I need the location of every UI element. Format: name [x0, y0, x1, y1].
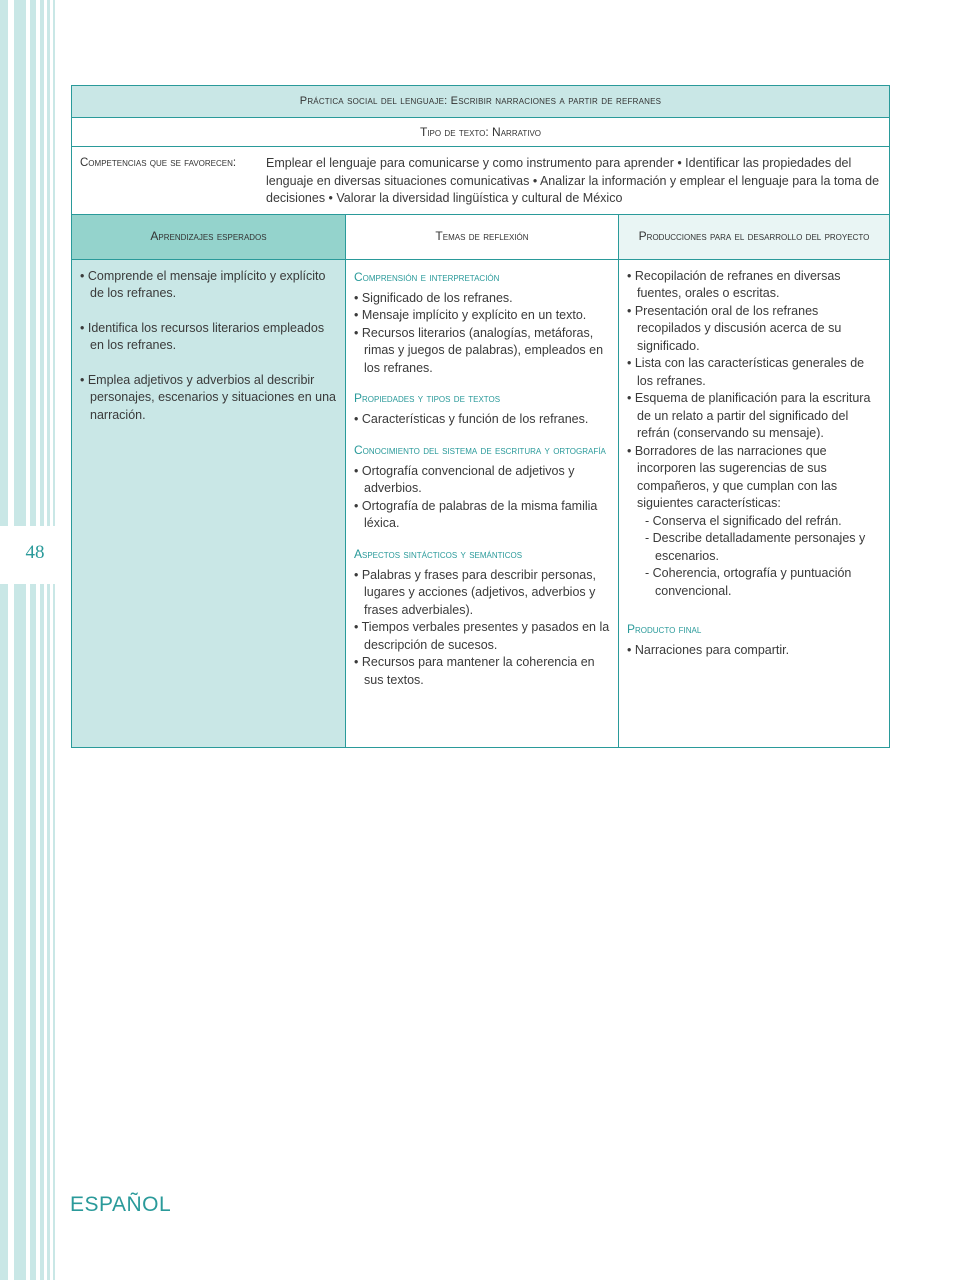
competencies-row [72, 147, 889, 215]
decorative-stripes [0, 0, 60, 1280]
productions-header: Producciones para el desarrollo del proyecto [619, 215, 889, 260]
section-title: Conocimiento del sistema de escritura y ortografía [354, 442, 606, 457]
final-product-title: Producto final [627, 622, 702, 636]
list-item: • Palabras y frases para describir personas, lugares y acciones (adjetivos, adverbios y frases adverbiales). [354, 567, 596, 617]
list-item: • Características y función de los refranes. [354, 412, 589, 426]
list-item: • Lista con las características generales de los refranes. [627, 356, 865, 388]
list-item: • Narraciones para compartir. [627, 643, 790, 657]
list-item: • Mensaje implícito y explícito en un texto. [354, 308, 587, 322]
learning-body [72, 260, 345, 747]
list-item: • Recursos para mantener la coherencia en sus textos. [354, 655, 595, 687]
list-item: • Esquema de planificación para la escritura de un relato a partir del significado del refrán (conservando su mensaje). [627, 391, 871, 440]
list-item: • Identifica los recursos literarios empleados en los refranes. [80, 320, 325, 352]
sub-list-item: - Coherencia, ortografía y puntuación convencional. [645, 566, 852, 598]
list-item: • Recursos literarios (analogías, metáforas, rimas y juegos de palabras), empleados en los refranes. [354, 325, 604, 375]
learning-header: Aprendizajes esperados [72, 215, 345, 260]
list-item: • Significado de los refranes. [354, 290, 513, 305]
list-item: • Presentación oral de los refranes recopilados y discusión acerca de su significado. [627, 303, 842, 353]
list-item: • Ortografía convencional de adjetivos y adverbios. [354, 463, 575, 495]
list-item: • Recopilación de refranes en diversas fuentes, orales o escritas. [627, 268, 841, 300]
list-item: • Ortografía de palabras de la misma familia léxica. [354, 498, 598, 530]
table-title: Práctica social del lenguaje: Escribir narraciones a partir de refranes [72, 86, 889, 118]
text-type: Tipo de texto: Narrativo [72, 118, 889, 147]
subject-label: ESPAÑOL [70, 1193, 172, 1216]
list-item: • Tiempos verbales presentes y pasados en la descripción de sucesos. [354, 620, 610, 652]
sub-list-item: - Conserva el significado del refrán. [645, 513, 842, 528]
section-title: Comprensión e interpretación [354, 269, 500, 284]
productions-column [619, 215, 889, 747]
content-grid [72, 215, 889, 747]
topics-body [346, 260, 618, 698]
learning-column [72, 215, 346, 747]
competencies-text: Emplear el lenguaje para comunicarse y como instrumento para aprender • Identificar las propiedades del lenguaje en diversas situaciones comunicativas • Analizar la información y emplear el lenguaje para la toma de decisiones • Valorar la diversidad lingüística y cultural de México [266, 156, 880, 205]
topics-column [346, 215, 619, 747]
list-item: • Borradores de las narraciones que incorporen las sugerencias de sus compañeros, y que cumplan con las siguientes características: [627, 443, 838, 510]
list-item: • Comprende el mensaje implícito y explícito de los refranes. [80, 268, 326, 300]
sub-list-item: - Describe detalladamente personajes y escenarios. [645, 531, 866, 563]
program-table [71, 85, 890, 748]
competencies-label: Competencias que se favorecen: [80, 157, 237, 169]
topics-header: Temas de reflexión [346, 215, 618, 260]
list-item: • Emplea adjetivos y adverbios al describir personajes, escenarios y situaciones en una narración. [80, 372, 336, 422]
productions-body [619, 260, 889, 668]
section-title: Aspectos sintácticos y semánticos [354, 546, 523, 561]
section-title: Propiedades y tipos de textos [354, 391, 501, 405]
page-number: 48 [25, 542, 45, 563]
